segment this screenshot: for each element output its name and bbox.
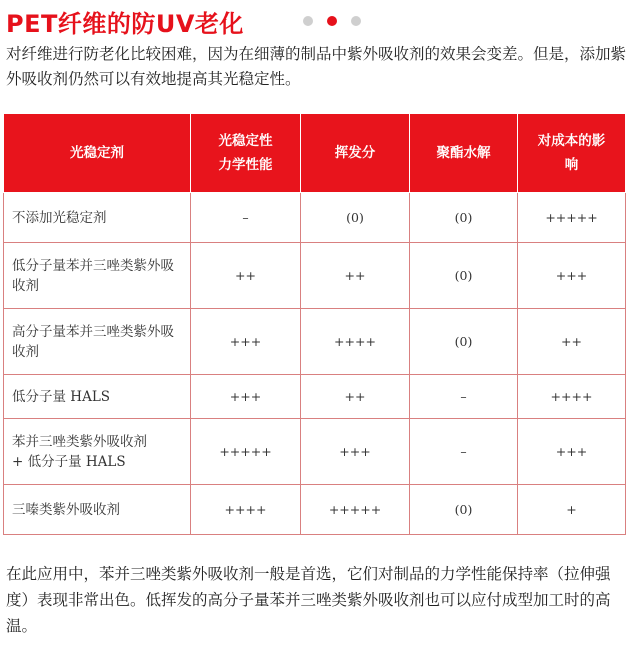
stabilizer-name-cell: 不添加光稳定剂: [4, 193, 191, 243]
rating-cell: +++: [301, 419, 410, 485]
rating-cell: ++++: [518, 375, 626, 419]
page-title: PET纤维的防UV老化: [6, 10, 244, 38]
rating-cell: (0): [301, 193, 410, 243]
table-row: [4, 375, 626, 419]
carousel-indicator: [303, 16, 375, 28]
rating-cell: +++: [518, 243, 626, 309]
rating-cell: (0): [410, 309, 518, 375]
rating-cell: ++: [301, 243, 410, 309]
stabilizer-name-cell: 三嗪类紫外吸收剂: [4, 485, 191, 535]
title-row: [0, 4, 630, 38]
table-row: [4, 485, 626, 535]
rating-cell: +++: [518, 419, 626, 485]
header-polyester-hydrolysis: 聚酯水解: [410, 114, 518, 193]
stabilizer-name-cell: 低分子量苯并三唑类紫外吸收剂: [4, 243, 191, 309]
rating-cell: –: [410, 375, 518, 419]
rating-cell: (0): [410, 485, 518, 535]
rating-cell: ++++: [301, 309, 410, 375]
rating-cell: (0): [410, 193, 518, 243]
carousel-dot-3[interactable]: [351, 16, 361, 26]
table-row: [4, 243, 626, 309]
header-cost-impact-label: 对成本的影响: [537, 133, 606, 173]
header-light-stability-label: 光稳定性 力学性能: [218, 133, 273, 173]
table-row: [4, 419, 626, 485]
rating-cell: (0): [410, 243, 518, 309]
rating-cell: ++: [191, 243, 301, 309]
rating-cell: –: [191, 193, 301, 243]
header-cost-impact: [518, 114, 626, 193]
conclusion-paragraph: 在此应用中，苯并三唑类紫外吸收剂一般是首选，它们对制品的力学性能保持率（拉伸强度）表现非常出色。低挥发的高分子量苯并三唑类紫外吸收剂也可以应付成型加工时的高温。: [6, 565, 611, 635]
rating-cell: +++++: [191, 419, 301, 485]
table-header-row: [4, 114, 626, 193]
stabilizer-name-cell: 低分子量 HALS: [4, 375, 191, 419]
stabilizer-name-cell: 苯并三唑类紫外吸收剂 + 低分子量 HALS: [4, 419, 191, 485]
light-stabilizer-table: [3, 113, 626, 535]
rating-cell: +++: [191, 309, 301, 375]
table-row: [4, 309, 626, 375]
rating-cell: +++: [191, 375, 301, 419]
intro-paragraph: 对纤维进行防老化比较困难，因为在细薄的制品中紫外吸收剂的效果会变差。但是，添加紫外吸收剂仍然可以有效地提高其光稳定性。: [6, 45, 627, 88]
rating-cell: +: [518, 485, 626, 535]
rating-cell: –: [410, 419, 518, 485]
rating-cell: ++: [518, 309, 626, 375]
table-row: [4, 193, 626, 243]
rating-cell: ++: [301, 375, 410, 419]
header-light-stability-mechanical: [191, 114, 301, 193]
rating-cell: ++++: [191, 485, 301, 535]
carousel-dot-1[interactable]: [303, 16, 313, 26]
rating-cell: +++++: [518, 193, 626, 243]
carousel-dot-2-active[interactable]: [327, 16, 337, 26]
rating-cell: +++++: [301, 485, 410, 535]
header-volatility: 挥发分: [301, 114, 410, 193]
stabilizer-name-cell: 高分子量苯并三唑类紫外吸收剂: [4, 309, 191, 375]
header-stabilizer: 光稳定剂: [4, 114, 191, 193]
